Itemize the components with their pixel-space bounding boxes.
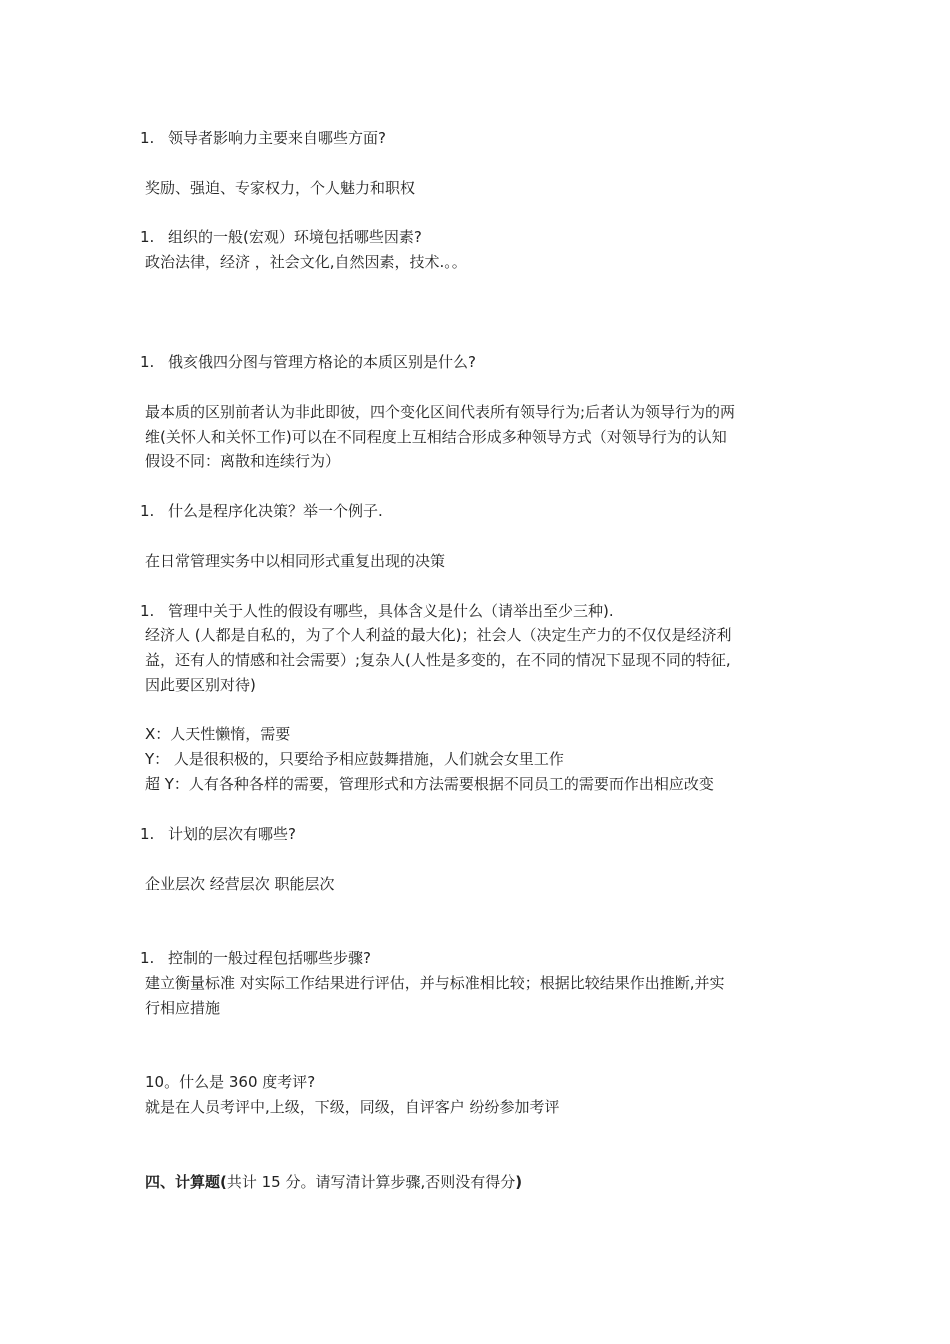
answer-6: 企业层次 经营层次 职能层次: [145, 875, 335, 893]
question-10: 10。什么是 360 度考评?: [145, 1073, 316, 1091]
question-3: [140, 351, 476, 373]
question-text: 计划的层次有哪些?: [168, 825, 296, 843]
section-heading-close: ): [515, 1173, 523, 1191]
answer-5-line-3: 因此要区别对待): [145, 676, 256, 694]
theory-super-y: 超 Y：人有各种各样的需要，管理形式和方法需要根据不同员工的需要而作出相应改变: [145, 775, 714, 793]
question-text: 什么是程序化决策？举一个例子.: [168, 502, 383, 520]
question-number: 1.: [140, 602, 155, 620]
question-5: [140, 600, 614, 622]
question-text: 领导者影响力主要来自哪些方面?: [168, 129, 386, 147]
question-text: 俄亥俄四分图与管理方格论的本质区别是什么?: [168, 353, 476, 371]
section-heading-text: 共计 15 分。请写清计算步骤,否则没有得分: [226, 1173, 516, 1191]
question-number: 1.: [140, 228, 155, 246]
section-heading: [145, 1171, 522, 1193]
answer-3-line-2: 维(关怀人和关怀工作)可以在不同程度上互相结合形成多种领导方式（对领导行为的认知: [145, 428, 727, 446]
answer-2: 政治法律，经济 ，社会文化,自然因素，技术.。。: [145, 253, 467, 271]
answer-4: 在日常管理实务中以相同形式重复出现的决策: [145, 552, 446, 570]
question-1: [140, 127, 386, 149]
theory-y: Y： 人是很积极的，只要给予相应鼓舞措施，人们就会女里工作: [145, 750, 564, 768]
answer-5-line-1: 经济人 (人都是自私的，为了个人利益的最大化)；社会人（决定生产力的不仅仅是经济利: [145, 626, 732, 644]
theory-x: X：人天性懒惰，需要: [145, 725, 291, 743]
answer-10: 就是在人员考评中,上级，下级，同级，自评客户 纷纷参加考评: [145, 1098, 560, 1116]
question-6: [140, 823, 296, 845]
question-number: 1.: [140, 353, 155, 371]
question-text: 管理中关于人性的假设有哪些，具体含义是什么（请举出至少三种).: [168, 602, 614, 620]
answer-3-line-1: 最本质的区别前者认为非此即彼，四个变化区间代表所有领导行为;后者认为领导行为的两: [145, 403, 736, 421]
section-heading-bold: 四、计算题(: [145, 1173, 227, 1191]
answer-7-line-2: 行相应措施: [145, 999, 221, 1017]
question-2: [140, 226, 422, 248]
question-number: 1.: [140, 949, 155, 967]
question-number: 1.: [140, 129, 155, 147]
answer-1: 奖励、强迫、专家权力，个人魅力和职权: [145, 179, 416, 197]
question-4: [140, 500, 383, 522]
question-7: [140, 947, 371, 969]
question-number: 1.: [140, 502, 155, 520]
answer-3-line-3: 假设不同：离散和连续行为）: [145, 452, 341, 470]
answer-5-line-2: 益，还有人的情感和社会需要）;复杂人(人性是多变的，在不同的情况下显现不同的特征,: [145, 651, 731, 669]
question-text: 控制的一般过程包括哪些步骤?: [168, 949, 371, 967]
question-text: 组织的一般(宏观）环境包括哪些因素?: [168, 228, 422, 246]
answer-7-line-1: 建立衡量标准 对实际工作结果进行评估，并与标准相比较；根据比较结果作出推断,并实: [145, 974, 725, 992]
question-number: 1.: [140, 825, 155, 843]
